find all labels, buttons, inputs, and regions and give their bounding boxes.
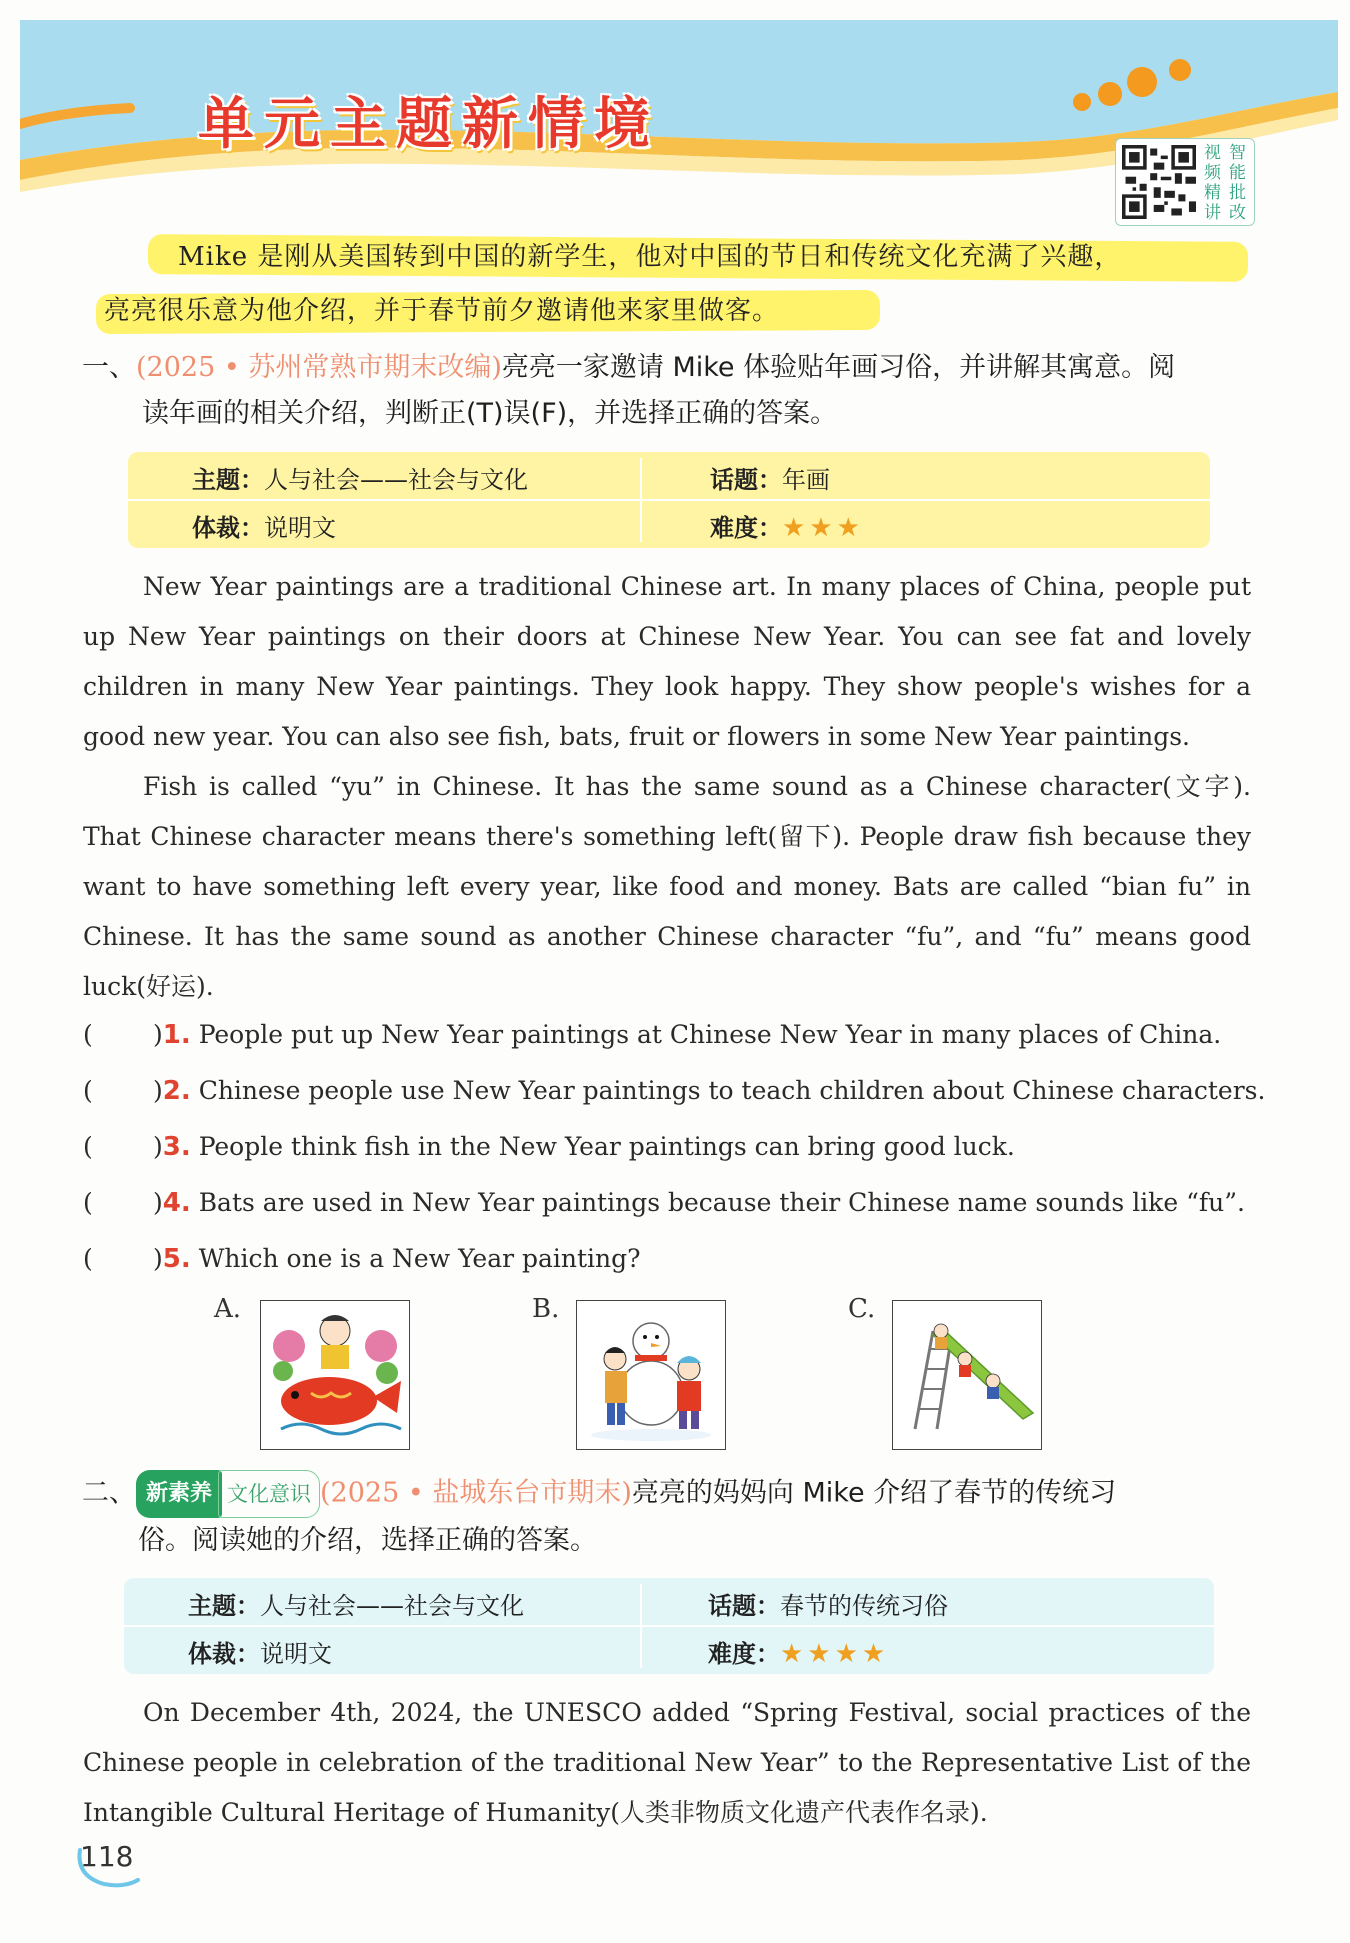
passage-paragraph-1: On December 4th, 2024, the UNESCO added “Spring Festival, social practices of the Chinese people in celebration of the traditional New Year” to the Representative List of the Intangible Cultural Heritage of Humanity(人类非物质文化遗产代表作名录). (83, 1698, 1251, 1827)
section-instruction-line-1: 亮亮一家邀请 Mike 体验贴年画习俗，并讲解其寓意。阅 (501, 352, 1176, 383)
answer-blank[interactable]: ( (83, 1244, 93, 1273)
info-theme: 主题：人与社会——社会与文化 (192, 466, 528, 494)
intro-line-2: 亮亮很乐意为他介绍，并于春节前夕邀请他来家里做客。 (104, 296, 780, 326)
qr-code-icon[interactable] (1122, 145, 1196, 219)
question-1: ( )1. People put up New Year paintings at Chinese New Year in many places of China. (83, 1020, 1222, 1050)
page-number: 118 (80, 1840, 134, 1873)
intro-line-1: Mike 是刚从美国转到中国的新学生，他对中国的节日和传统文化充满了兴趣， (178, 242, 1122, 272)
option-c-slide-image[interactable] (892, 1300, 1042, 1450)
answer-blank[interactable]: ( (83, 1020, 93, 1049)
difficulty-stars-icon: ★★★★ (780, 1639, 890, 1669)
banner-title: 单元主题新情境 (198, 92, 660, 157)
answer-blank[interactable]: ( (83, 1076, 93, 1105)
option-b-snowman-image[interactable] (576, 1300, 726, 1450)
answer-blank[interactable]: ( (83, 1132, 93, 1161)
question-3: ( )3. People think fish in the New Year paintings can bring good luck. (83, 1132, 1015, 1162)
info-topic: 话题：春节的传统习俗 (708, 1592, 948, 1620)
section-1-title (82, 345, 1175, 391)
info-genre: 体裁：说明文 (192, 514, 336, 542)
passage-info-box (124, 1578, 1214, 1674)
answer-blank[interactable]: ( (83, 1188, 93, 1217)
section-number: 二、 (82, 1477, 136, 1509)
info-topic: 话题：年画 (710, 466, 830, 494)
decor-dot (1073, 93, 1091, 111)
section-source: (2025 • 盐城东台市期末) (320, 1477, 632, 1509)
section-number: 一、 (82, 352, 136, 383)
question-5: ( )5. Which one is a New Year painting? (83, 1244, 641, 1274)
culture-awareness-tag: 文化意识 (218, 1470, 320, 1518)
qr-code-panel[interactable] (1115, 138, 1255, 226)
passage-paragraph-1: New Year paintings are a traditional Chinese art. In many places of China, people put up New Year paintings on their doors at Chinese New Year. You can see fat and lovely children in many New Year paintings. They look happy. They show people's wishes for a good new year. You can also see fish, bats, fruit or flowers in some New Year paintings. (83, 572, 1251, 751)
new-literacy-badge: 新素养 (136, 1470, 222, 1518)
difficulty-stars-icon: ★★★ (782, 513, 864, 543)
qr-caption: 视 智 频 能 精 批 讲 改 (1204, 143, 1246, 223)
decor-dot (1127, 67, 1157, 97)
question-2: ( )2. Chinese people use New Year paintings to teach children about Chinese characters. (83, 1076, 1266, 1106)
decor-dot (1169, 59, 1191, 81)
passage-info-box (128, 452, 1210, 548)
section-instruction-line-2: 读年画的相关介绍，判断正(T)误(F)，并选择正确的答案。 (142, 398, 838, 429)
option-b-label[interactable]: B. (532, 1294, 560, 1324)
option-a-new-year-painting-image[interactable] (260, 1300, 410, 1450)
passage-paragraph-2: Fish is called “yu” in Chinese. It has the same sound as a Chinese character(文字). That Chinese character means there's something left(留下). People draw fish because they want to have something left every year, like food and money. Bats are called “bian fu” in Chinese. It has the same sound as another Chinese character “fu”, and “fu” means good luck(好运). (83, 772, 1251, 1001)
section-instruction-line-1: 亮亮的妈妈向 Mike 介绍了春节的传统习 (631, 1477, 1117, 1509)
info-theme: 主题：人与社会——社会与文化 (188, 1592, 524, 1620)
info-difficulty: 难度：★★★★ (708, 1639, 890, 1669)
info-genre: 体裁：说明文 (188, 1640, 332, 1668)
section-source: (2025 • 苏州常熟市期末改编) (136, 352, 502, 383)
section-instruction-line-2: 俗。阅读她的介绍，选择正确的答案。 (138, 1525, 597, 1556)
option-c-label[interactable]: C. (848, 1294, 876, 1324)
section-2-title (82, 1470, 1116, 1518)
decor-dot (1098, 82, 1122, 106)
question-4: ( )4. Bats are used in New Year paintings because their Chinese name sounds like “fu”. (83, 1188, 1245, 1218)
info-difficulty: 难度：★★★ (710, 513, 864, 543)
option-a-label[interactable]: A. (214, 1294, 242, 1324)
